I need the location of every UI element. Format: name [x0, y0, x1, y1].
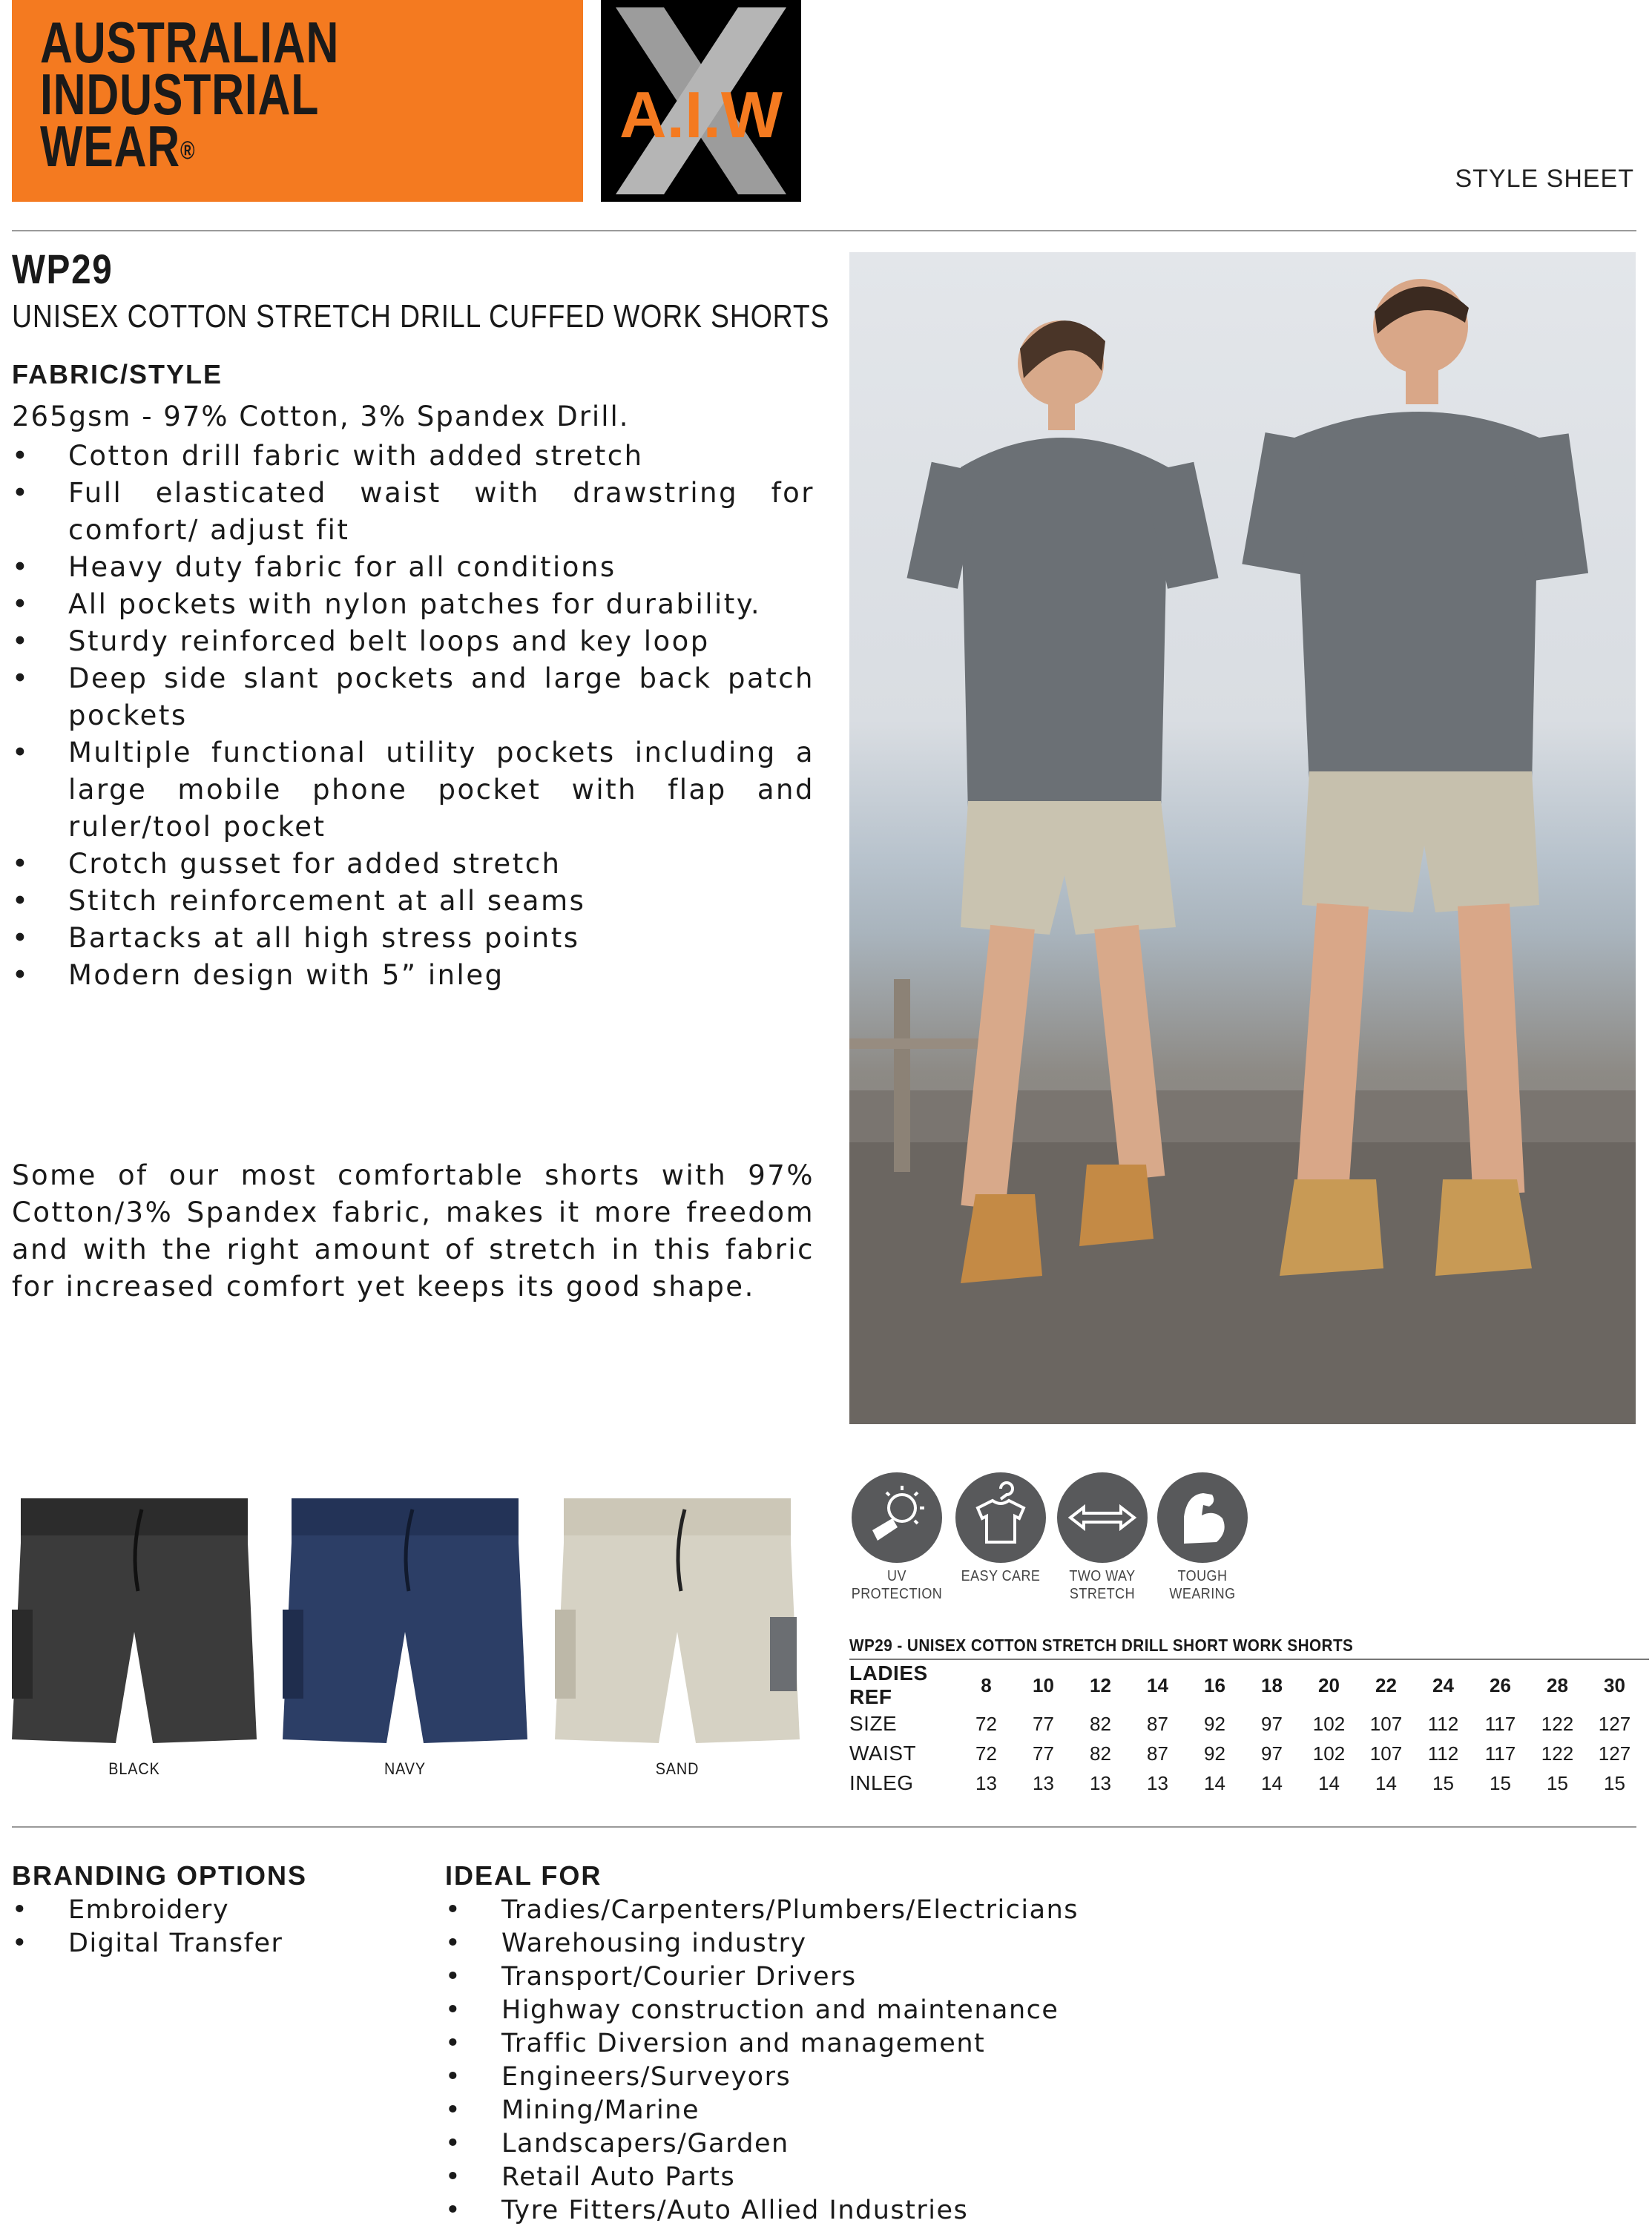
- shorts-black: [12, 1491, 257, 1747]
- list-item: • Heavy duty fabric for all conditions: [12, 549, 815, 586]
- product-title: UNISEX COTTON STRETCH DRILL CUFFED WORK SHORTS: [12, 298, 830, 335]
- uv-protection-icon: [852, 1472, 942, 1563]
- list-item: • Transport/Courier Drivers: [445, 1960, 1079, 1994]
- list-item: • Embroidery: [12, 1894, 283, 1927]
- list-item: • Stitch reinforcement at all seams: [12, 883, 815, 920]
- table-row: INLEG 13 13 13 13 14 14 14 14 15 15 15 15: [849, 1771, 1625, 1794]
- list-item: • Multiple functional utility pockets including a large mobile phone pocket with flap and ruler/tool pocket: [12, 734, 815, 846]
- fabric-spec: 265gsm - 97% Cotton, 3% Spandex Drill.: [12, 401, 630, 432]
- product-code: WP29: [12, 246, 113, 292]
- list-item: • Tyre Fitters/Auto Allied Industries: [445, 2194, 1079, 2226]
- list-item: • Traffic Diversion and management: [445, 2027, 1079, 2061]
- list-item: • Digital Transfer: [12, 1927, 283, 1960]
- list-item: • Cotton drill fabric with added stretch: [12, 438, 815, 475]
- list-item: • Retail Auto Parts: [445, 2161, 1079, 2194]
- list-item: • All pockets with nylon patches for durability.: [12, 586, 815, 623]
- list-item: • Landscapers/Garden: [445, 2127, 1079, 2161]
- shorts-sand: [555, 1491, 800, 1747]
- fabric-heading: FABRIC/STYLE: [12, 359, 223, 389]
- branding-heading: BRANDING OPTIONS: [12, 1860, 308, 1891]
- two-way-stretch-icon: [1057, 1472, 1148, 1563]
- table-row: LADIES REF 8 10 12 14 16 18 20 22 24 26 28 30: [849, 1662, 1625, 1708]
- table-row: SIZE 72 77 82 87 92 97 102 107 112 117 122 127: [849, 1712, 1631, 1735]
- logo-text: A.I.W: [619, 78, 783, 151]
- divider: [12, 1826, 1636, 1828]
- list-item: • Full elasticated waist with drawstring for comfort/ adjust fit: [12, 475, 815, 549]
- feature-label: UV PROTECTION: [851, 1568, 943, 1602]
- list-item: • Bartacks at all high stress points: [12, 920, 815, 957]
- list-item: • Crotch gusset for added stretch: [12, 846, 815, 883]
- style-sheet-label: STYLE SHEET: [1455, 165, 1634, 193]
- brand-name: AUSTRALIAN INDUSTRIAL WEAR®: [40, 10, 340, 179]
- list-item: • Tradies/Carpenters/Plumbers/Electricians: [445, 1894, 1079, 1927]
- list-item: • Engineers/Surveyors: [445, 2061, 1079, 2094]
- list-item: • Highway construction and maintenance: [445, 1994, 1079, 2027]
- easy-care-icon: [955, 1472, 1046, 1563]
- model-photo: [849, 252, 1636, 1424]
- ideal-for-heading: IDEAL FOR: [445, 1860, 602, 1891]
- table-row: WAIST 72 77 82 87 92 97 102 107 112 117 122 127: [849, 1742, 1631, 1765]
- branding-list: [12, 1894, 283, 1960]
- divider: [12, 230, 1636, 231]
- list-item: • Mining/Marine: [445, 2094, 1079, 2127]
- list-item: • Warehousing industry: [445, 1927, 1079, 1960]
- colour-label-navy: NAVY: [384, 1759, 427, 1778]
- colour-label-black: BLACK: [108, 1759, 160, 1778]
- ideal-for-list: [445, 1894, 1079, 2226]
- shorts-navy: [283, 1491, 527, 1747]
- size-chart-table: [849, 1662, 1643, 1798]
- list-item: • Sturdy reinforced belt loops and key loop: [12, 623, 815, 660]
- feature-label: TOUGH WEARING: [1169, 1568, 1236, 1602]
- feature-label: EASY CARE: [961, 1568, 1041, 1584]
- size-chart-rule: [849, 1659, 1649, 1660]
- list-item: • Modern design with 5” inleg: [12, 957, 815, 994]
- aiw-x-logo: [601, 0, 801, 202]
- feature-list: [12, 438, 815, 994]
- tough-wearing-icon: [1157, 1472, 1248, 1563]
- size-chart-title: WP29 - UNISEX COTTON STRETCH DRILL SHORT WORK SHORTS: [849, 1636, 1354, 1655]
- feature-label: TWO WAY STRETCH: [1069, 1568, 1136, 1602]
- list-item: • Deep side slant pockets and large back patch pockets: [12, 660, 815, 734]
- brand-logo-box: [12, 0, 583, 202]
- product-description: Some of our most comfortable shorts with 97% Cotton/3% Spandex fabric, makes it more freedom and with the right amount of stretch in this fabric for increased comfort yet keeps its good shape.: [12, 1159, 815, 1303]
- colour-label-sand: SAND: [655, 1759, 700, 1778]
